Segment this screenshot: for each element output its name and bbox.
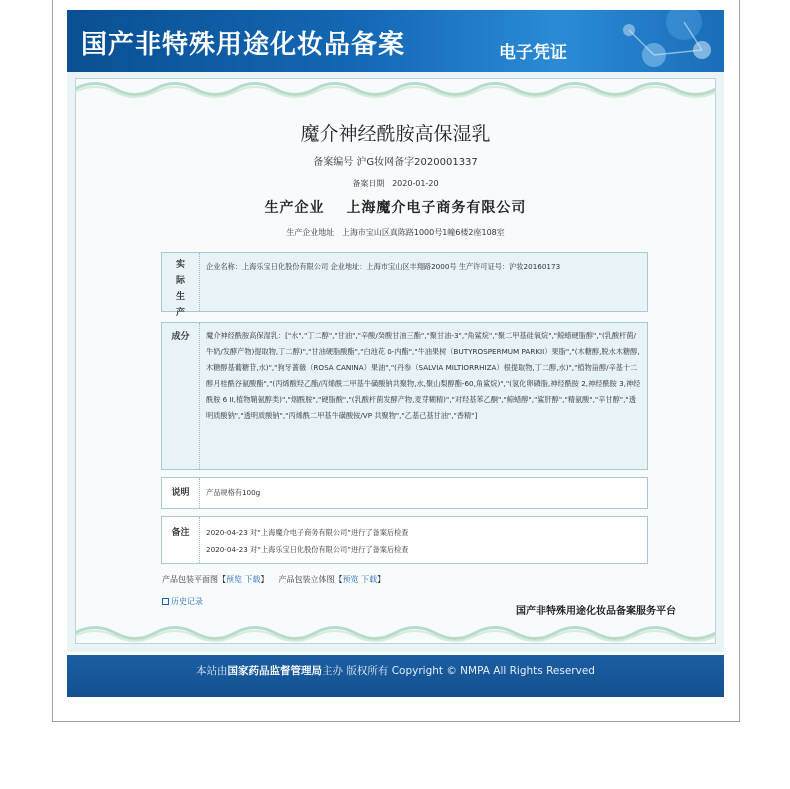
plan-image-label: 产品包装平面图 bbox=[162, 575, 218, 584]
product-name: 魔介神经酰胺高保湿乳 bbox=[300, 123, 491, 145]
history-icon bbox=[162, 598, 169, 605]
registration-date-line bbox=[67, 178, 724, 189]
remark-line: 2020-04-23 对“上海魔介电子商务有限公司”进行了备案后检查 bbox=[206, 528, 409, 537]
note-label: 说明 bbox=[162, 478, 200, 508]
company-line bbox=[67, 197, 724, 217]
manufacturer-content: 企业名称：上海乐宝日化股份有限公司 企业地址：上海市宝山区丰翔路2000号 生产许可证号：沪妆20160173 bbox=[206, 262, 561, 271]
ingredients-content: 魔介神经酰胺高保湿乳：["水","丁二醇","甘油","辛酸/癸酸甘油三酯","聚甘油-3","角鲨烷","聚二甲基硅氧烷","鲸蜡硬脂醇","(乳酸杆菌/牛奶/发酵产物)提取物,丁二醇)","甘油硬脂酸酯","白池花 δ-内酯","牛油果树（BUTYROSPERMUM PARKII）果脂","(木糖醇,脱水木糖醇,木糖醇基葡糖苷,水)","狗牙蔷薇（ROSA CANINA）果油","(丹参（SALVIA MILTIORRHIZA）根提取物,丁二醇,水)","植物甾醇/辛基十二醇月桂酰谷氨酸酯","(丙烯酸羟乙酯/丙烯酰二甲基牛磺酸钠共聚物,水,聚山梨醇酯-60,角鲨烷)","(氢化卵磷脂,神经酰胺 2,神经酰胺 3,神经酰胺 6 II,植物鞘氨醇类)","烟酰胺","硬脂酸","(乳酸杆菌发酵产物,麦芽糊精)","对羟基苯乙酮","鲸蜡醇","鲨肝醇","精氨酸","辛甘醇","透明质酸钠","透明质酸钠","丙烯酰二甲基牛磺酸铵/VP 共聚物","乙基己基甘油","香精"] bbox=[206, 331, 641, 420]
plan-preview-link[interactable]: 预览 bbox=[226, 575, 242, 584]
ingredients-section bbox=[161, 322, 648, 470]
remark-label: 备注 bbox=[162, 517, 200, 563]
company-label: 生产企业 bbox=[264, 200, 325, 216]
company-name: 上海魔介电子商务有限公司 bbox=[346, 200, 527, 216]
date-value: 2020-01-20 bbox=[392, 179, 439, 188]
solid-download-link[interactable]: 下载 bbox=[361, 575, 378, 584]
banner-title: 国产非特殊用途化妆品备案 bbox=[81, 30, 406, 60]
certificate-panel bbox=[67, 72, 724, 652]
platform-name: 国产非特殊用途化妆品备案服务平台 bbox=[516, 606, 676, 617]
plan-download-link[interactable]: 下载 bbox=[244, 575, 261, 584]
remark-content bbox=[206, 524, 641, 558]
footer-prefix: 本站由 bbox=[196, 665, 228, 677]
molecule-decoration-icon bbox=[534, 10, 724, 72]
solid-preview-link[interactable]: 预览 bbox=[342, 575, 359, 584]
remark-line: 2020-04-23 对“上海乐宝日化股份有限公司”进行了备案后检查 bbox=[206, 545, 409, 554]
ingredients-label: 成分 bbox=[162, 323, 200, 469]
date-label: 备案日期 bbox=[352, 179, 385, 188]
wave-border-bottom-icon bbox=[75, 622, 716, 644]
history-label[interactable]: 历史记录 bbox=[171, 597, 203, 606]
remark-section bbox=[161, 516, 648, 564]
address-value: 上海市宝山区真陈路1000号1幢6楼2座108室 bbox=[341, 228, 505, 237]
address-line bbox=[67, 227, 724, 238]
registration-number-line bbox=[67, 153, 724, 168]
manufacturer-label: 实际生产 bbox=[162, 253, 200, 311]
footer-agency: 国家药品监督管理局 bbox=[227, 665, 323, 677]
registration-label: 备案编号 bbox=[313, 157, 354, 168]
header-banner bbox=[67, 10, 724, 72]
note-section bbox=[161, 477, 648, 509]
address-label: 生产企业地址 bbox=[286, 228, 335, 237]
manufacturer-section bbox=[161, 252, 648, 318]
banner-subtitle: 电子凭证 bbox=[499, 43, 567, 63]
footer-suffix: 主办 版权所有 Copyright © NMPA All Rights Reserved bbox=[322, 665, 595, 677]
history-link[interactable] bbox=[162, 596, 203, 607]
solid-image-label: 产品包装立体图 bbox=[278, 575, 335, 584]
package-image-links: 产品包装平面图【预览 下载】 产品包装立体图【预览 下载】 bbox=[162, 575, 386, 584]
site-footer bbox=[67, 655, 724, 697]
registration-number: 沪G妆网备字2020001337 bbox=[356, 157, 478, 168]
note-content: 产品规格有100g bbox=[206, 488, 261, 497]
wave-border-top-icon bbox=[75, 78, 716, 100]
